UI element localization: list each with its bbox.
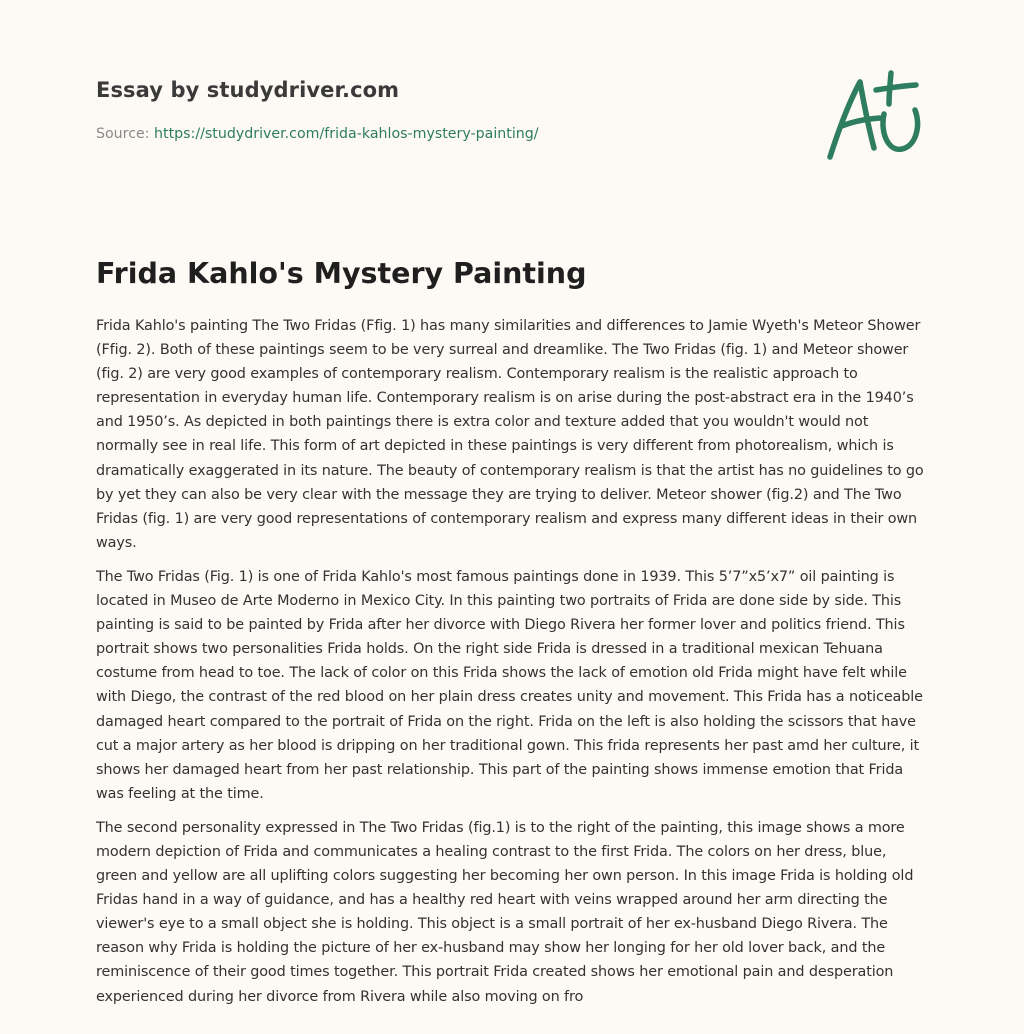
source-label: Source:	[96, 126, 155, 142]
brand-title: Essay by studydriver.com	[96, 78, 400, 102]
source-link[interactable]: https://studydriver.com/frida-kahlos-mystery-painting/	[154, 126, 539, 142]
a-plus-logo-icon	[822, 68, 926, 164]
essay-paragraph: The Two Fridas (Fig. 1) is one of Frida Kahlo's most famous paintings done in 1939. This 5’7”x5’x7” oil painting is located in Museo de Arte Moderno in Mexico City. In this painting two portraits of Frida are done side by side. This painting is said to be painted by Frida after her divorce with Diego Rivera her former lover and politics friend. This portrait shows two personalities Frida holds. On the right side Frida is dressed in a traditional mexican Tehuana costume from head to toe. The lack of color on this Frida shows the lack of emotion old Frida might have felt while with Diego, the contrast of the red blood on her plain dress creates unity and movement. This Frida has a noticeable damaged heart compared to the portrait of Frida on the right. Frida on the left is also holding the scissors that have cut a major artery as her blood is dripping on her traditional gown. This frida represents her past amd her culture, it shows her damaged heart from her past relationship. This part of the painting shows immense emotion that Frida was feeling at the time.	[96, 568, 923, 802]
essay-title: Frida Kahlo's Mystery Painting	[96, 257, 587, 290]
essay-paragraph: The second personality expressed in The Two Fridas (fig.1) is to the right of the painting, this image shows a more modern depiction of Frida and communicates a healing contrast to the first Frida. The colors on her dress, blue, green and yellow are all uplifting colors suggesting her becoming her own person. In this image Frida is holding old Fridas hand in a way of guidance, and has a healthy red heart with veins wrapped around her arm directing the viewer's eye to a small object she is holding. This object is a small portrait of her ex-husband Diego Rivera. The reason why Frida is holding the picture of her ex-husband may show her longing for her old lover back, and the reminiscence of their good times together. This portrait Frida created shows her emotional pain and desperation experienced during her divorce from Rivera while also moving on fro	[96, 819, 914, 1005]
essay-header	[96, 74, 796, 144]
source-line	[96, 124, 796, 144]
essay-paragraph: Frida Kahlo's painting The Two Fridas (Ffig. 1) has many similarities and differences to Jamie Wyeth's Meteor Shower (Ffig. 2). Both of these paintings seem to be very surreal and dreamlike. The Two Fridas (fig. 1) and Meteor shower (fig. 2) are very good examples of contemporary realism. Contemporary realism is the realistic approach to representation in everyday human life. Contemporary realism is on arise during the post-abstract era in the 1940’s and 1950’s. As depicted in both paintings there is extra color and texture added that you wouldn't would not normally see in real life. This form of art depicted in these paintings is very different from photorealism, which is dramatically exaggerated in its nature. The beauty of contemporary realism is that the artist has no guidelines to go by yet they can also be very clear with the message they are trying to deliver. Meteor shower (fig.2) and The Two Fridas (fig. 1) are very good representations of contemporary realism and express many different ideas in their own ways.	[96, 318, 924, 551]
essay-body	[96, 314, 930, 1019]
